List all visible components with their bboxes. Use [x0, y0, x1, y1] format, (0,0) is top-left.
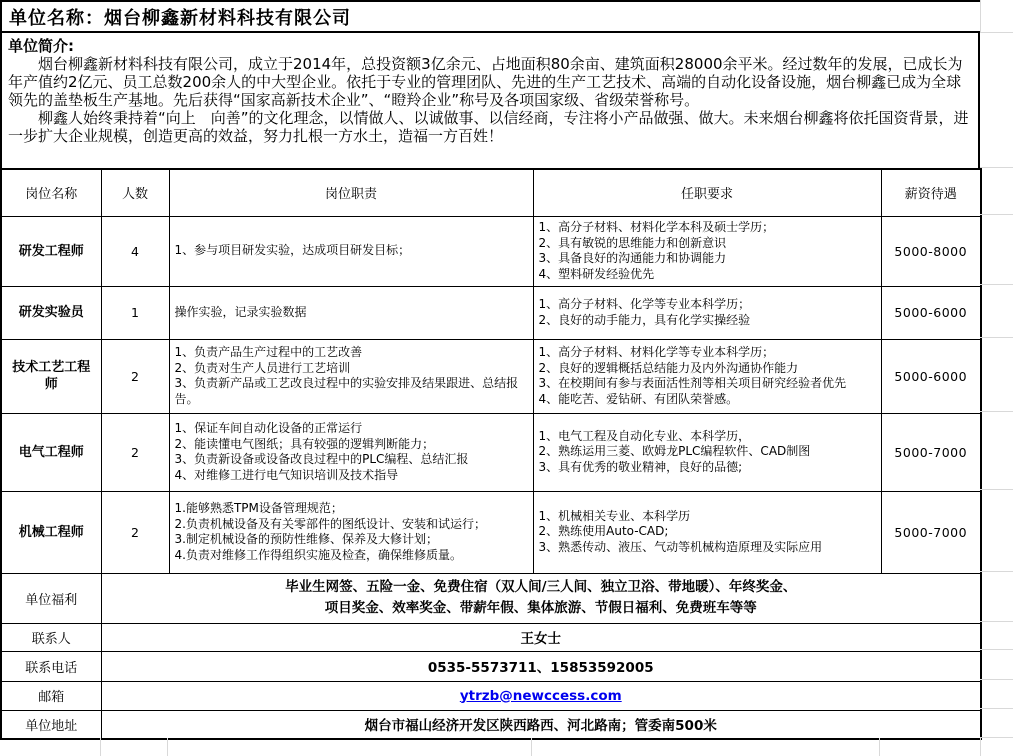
jobs-header-row	[1, 169, 981, 216]
email-link[interactable]: ytrzb@newccess.com	[459, 687, 622, 704]
requirement-line: 1、机械相关专业、本科学历	[538, 508, 691, 523]
job-salary-cell: 5000-8000	[881, 216, 981, 286]
job-requirements-cell	[533, 286, 881, 339]
benefits-label: 单位福利	[1, 573, 101, 623]
job-title-cell: 机械工程师	[1, 491, 101, 573]
address-label: 单位地址	[1, 710, 101, 739]
gridline	[980, 337, 1013, 338]
header-duties: 岗位职责	[169, 169, 533, 216]
job-count-cell: 2	[101, 339, 169, 413]
benefits-row	[1, 573, 981, 623]
requirement-line: 4、塑料研发经验优先	[538, 266, 655, 281]
contact-row	[1, 623, 981, 651]
duty-line: 4.负责对维修工作得组织实施及检查，确保维修质量。	[174, 547, 462, 562]
job-row-0	[1, 216, 981, 286]
duty-line: 1.能够熟悉TPM设备管理规范；	[174, 501, 343, 515]
requirement-line: 4、能吃苦、爱钻研、有团队荣誉感。	[538, 391, 739, 406]
job-row-1	[1, 286, 981, 339]
benefits-value	[101, 573, 981, 623]
intro-paragraph: 柳鑫人始终秉持着“向上 向善”的文化理念，以情做人、以诚做事、以信经商，专注将小产品做强、做大。未来烟台柳鑫将依托国资背景，进一步扩大企业规模，创造更高的效益，努力扎根一方水土，造福一方百姓！	[8, 109, 969, 145]
duty-line: 3.制定机械设备的预防性维修、保养及大修计划；	[174, 532, 438, 546]
contact-value: 王女士	[101, 623, 981, 651]
duty-line: 3、负责新产品或工艺改良过程中的实验安排及结果跟进、总结报告。	[174, 376, 519, 406]
gridline	[980, 571, 1013, 572]
requirement-line: 3、具备良好的沟通能力和协调能力	[538, 251, 727, 265]
duty-line: 2.负责机械设备及有关零部件的图纸设计、安装和试运行；	[174, 516, 486, 531]
phone-row	[1, 651, 981, 681]
requirement-line: 2、良好的动手能力，具有化学实操经验	[538, 312, 751, 327]
duty-line: 1、保证车间自动化设备的正常运行	[174, 421, 363, 435]
job-requirements-cell	[533, 413, 881, 491]
requirement-line: 1、高分子材料、材料化学等专业本科学历；	[538, 345, 775, 359]
gridline	[980, 621, 1013, 622]
requirement-line: 3、在校期间有参与表面活性剂等相关项目研究经验者优先	[538, 376, 847, 390]
job-requirements-cell	[533, 491, 881, 573]
gridline	[980, 708, 1013, 709]
email-cell	[101, 681, 981, 710]
duty-line: 1、负责产品生产过程中的工艺改善	[174, 345, 363, 359]
job-salary-cell: 5000-7000	[881, 413, 981, 491]
job-title-cell: 研发工程师	[1, 216, 101, 286]
gridline	[980, 167, 1013, 168]
job-count-cell: 2	[101, 491, 169, 573]
gridline	[980, 738, 981, 756]
address-value: 烟台市福山经济开发区陕西路西、河北路南；管委南500米	[101, 710, 981, 739]
requirement-line: 2、熟练使用Auto-CAD;	[538, 524, 669, 539]
gridline	[980, 679, 1013, 680]
company-name-text: 单位名称：烟台柳鑫新材料科技有限公司	[9, 7, 351, 29]
job-requirements-cell	[533, 339, 881, 413]
requirement-line: 1、电气工程及自动化专业、本科学历，	[538, 428, 751, 443]
job-duties-cell	[169, 339, 533, 413]
intro-paragraph: 烟台柳鑫新材料科技有限公司，成立于2014年，总投资额3亿余元、占地面积80余亩、建筑面积28000余平米。经过数年的发展，已成长为年产值约2亿元、员工总数200余人的中大型企业。依托于专业的管理团队、先进的生产工艺技术、高端的自动化设备设施，烟台柳鑫已成为全球领先的盖垫板生产基地。先后获得“国家高新技术企业”、“瞪羚企业”称号及各项国家级、省级荣誉称号。	[8, 55, 963, 109]
gridline	[980, 737, 1013, 738]
requirement-line: 2、良好的逻辑概括总结能力及内外沟通协作能力	[538, 360, 799, 375]
company-intro-cell	[0, 33, 980, 168]
gridline	[100, 738, 101, 756]
gridline	[980, 32, 1013, 33]
job-salary-cell: 5000-6000	[881, 286, 981, 339]
requirement-line: 3、具有优秀的敬业精神，良好的品德;	[538, 459, 743, 474]
job-duties-cell	[169, 216, 533, 286]
requirement-line: 1、高分子材料、化学等专业本科学历；	[538, 297, 751, 311]
benefits-line: 毕业生网签、五险一金、免费住宿（双人间/三人间、独立卫浴、带地暖）、年终奖金、	[285, 579, 797, 595]
gridline	[980, 649, 1013, 650]
header-salary: 薪资待遇	[881, 169, 981, 216]
gridline	[980, 489, 1013, 490]
job-title-cell: 研发实验员	[1, 286, 101, 339]
job-requirements-cell	[533, 216, 881, 286]
duty-line: 4、对维修工进行电气知识培训及技术指导	[174, 467, 399, 482]
address-row	[1, 710, 981, 739]
requirement-line: 2、具有敏锐的思维能力和创新意识	[538, 235, 727, 250]
gridline	[531, 738, 532, 756]
duty-line: 2、负责对生产人员进行工艺培训	[174, 360, 351, 375]
requirement-line: 1、高分子材料、材料化学本科及硕士学历；	[538, 220, 775, 234]
email-label: 邮箱	[1, 681, 101, 710]
header-requirements: 任职要求	[533, 169, 881, 216]
job-salary-cell: 5000-6000	[881, 339, 981, 413]
job-duties-cell	[169, 491, 533, 573]
gridline	[980, 0, 981, 33]
header-headcount: 人数	[101, 169, 169, 216]
phone-label: 联系电话	[1, 651, 101, 681]
gridline	[167, 738, 168, 756]
requirement-line: 2、熟练运用三菱、欧姆龙PLC编程软件、CAD制图	[538, 444, 811, 459]
company-name-title	[0, 0, 980, 33]
job-title-cell: 电气工程师	[1, 413, 101, 491]
job-count-cell: 2	[101, 413, 169, 491]
job-row-2	[1, 339, 981, 413]
job-duties-cell	[169, 413, 533, 491]
gridline	[980, 284, 1013, 285]
gridline	[980, 411, 1013, 412]
email-row	[1, 681, 981, 710]
requirement-line: 3、熟悉传动、液压、气动等机械构造原理及实际应用	[538, 539, 823, 554]
jobs-body	[1, 216, 981, 573]
job-row-3	[1, 413, 981, 491]
duty-line: 3、负责新设备或设备改良过程中的PLC编程、总结汇报	[174, 452, 469, 466]
gridline	[980, 214, 1013, 215]
gridline	[879, 738, 880, 756]
footer-body	[1, 573, 981, 739]
phone-value: 0535-5573711、15853592005	[101, 651, 981, 681]
job-count-cell: 4	[101, 216, 169, 286]
job-duties-cell	[169, 286, 533, 339]
benefits-line: 项目奖金、效率奖金、带薪年假、集体旅游、节假日福利、免费班车等等	[324, 600, 757, 616]
jobs-table	[0, 168, 982, 740]
job-row-4	[1, 491, 981, 573]
job-count-cell: 1	[101, 286, 169, 339]
job-salary-cell: 5000-7000	[881, 491, 981, 573]
contact-label: 联系人	[1, 623, 101, 651]
intro-label: 单位简介:	[8, 37, 74, 55]
header-job-title: 岗位名称	[1, 169, 101, 216]
duty-line: 操作实验，记录实验数据	[174, 304, 307, 319]
duty-line: 2、能读懂电气图纸；具有较强的逻辑判断能力；	[174, 436, 435, 451]
job-title-cell: 技术工艺工程师	[1, 339, 101, 413]
duty-line: 1、参与项目研发实验，达成项目研发目标；	[174, 243, 411, 258]
